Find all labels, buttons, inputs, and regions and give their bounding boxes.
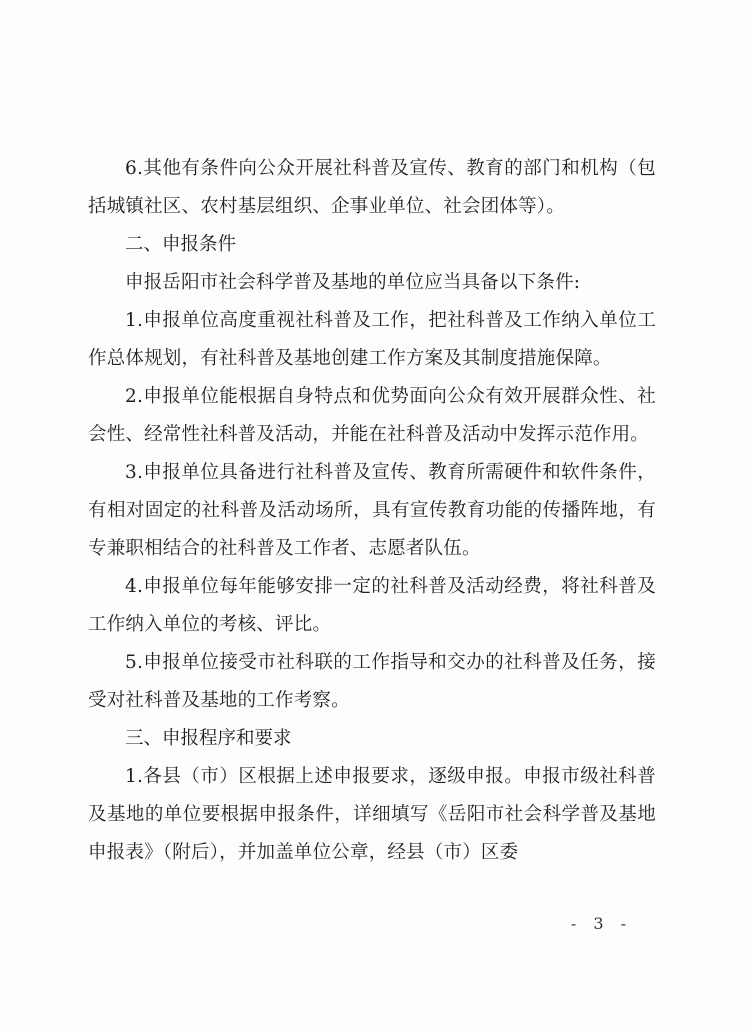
section-heading-procedure: 三、申报程序和要求 — [125, 728, 292, 749]
paragraph-condition-4: 4.申报单位每年能够安排一定的社科普及活动经费，将社科普及工作纳入单位的考核、评比。 — [88, 576, 656, 635]
paragraph-item-6: 6.其他有条件向公众开展社科普及宣传、教育的部门和机构（包括城镇社区、农村基层组织、企事业单位、社会团体等）。 — [88, 158, 656, 217]
section-heading-conditions: 二、申报条件 — [125, 234, 237, 255]
paragraph-condition-1: 1.申报单位高度重视社科普及工作，把社科普及工作纳入单位工作总体规划，有社科普及基地创建工作方案及其制度措施保障。 — [88, 310, 656, 369]
paragraph-conditions-intro: 申报岳阳市社会科学普及基地的单位应当具备以下条件: — [125, 272, 581, 293]
paragraph-condition-2: 2.申报单位能根据自身特点和优势面向公众有效开展群众性、社会性、经常性社科普及活动，并能在社科普及活动中发挥示范作用。 — [88, 386, 656, 445]
paragraph-condition-5: 5.申报单位接受市社科联的工作指导和交办的社科普及任务，接受对社科普及基地的工作考察。 — [88, 652, 656, 711]
page-number: - 3 - — [570, 914, 632, 933]
document-body — [88, 150, 656, 872]
paragraph-condition-3: 3.申报单位具备进行社科普及宣传、教育所需硬件和软件条件，有相对固定的社科普及活动场所，具有宣传教育功能的传播阵地，有专兼职相结合的社科普及工作者、志愿者队伍。 — [88, 462, 656, 559]
paragraph-procedure-1: 1.各县（市）区根据上述申报要求，逐级申报。申报市级社科普及基地的单位要根据申报条件，详细填写《岳阳市社会科学普及基地申报表》（附后），并加盖单位公章，经县（市）区委 — [88, 766, 656, 863]
